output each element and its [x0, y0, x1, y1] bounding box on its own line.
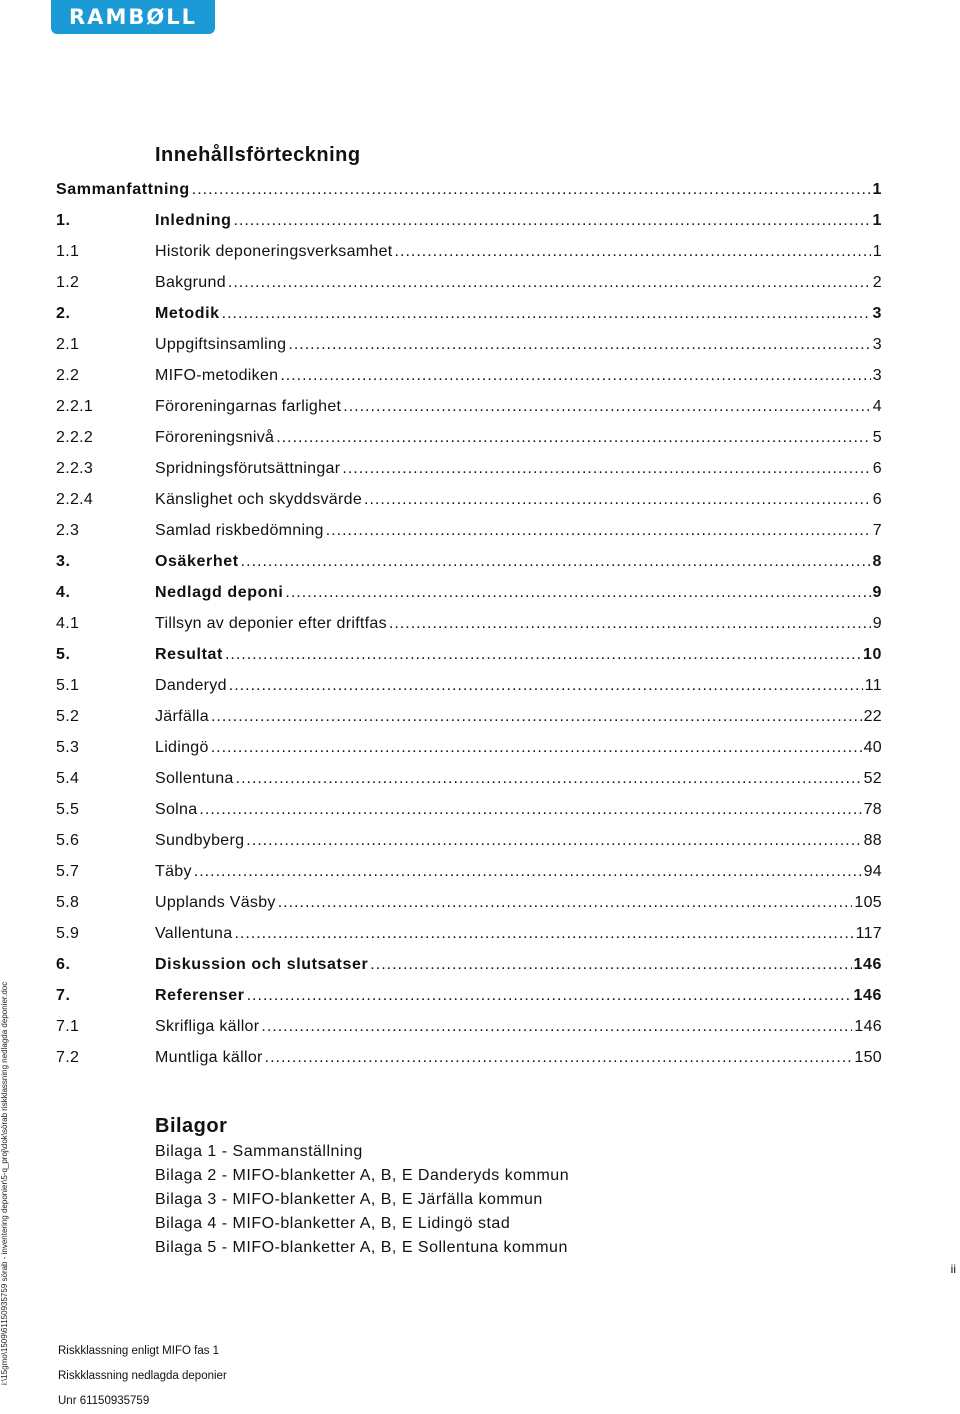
toc-entry-number: 2.1 — [56, 336, 80, 353]
toc-entry-label: Bakgrund — [155, 274, 226, 291]
toc-entry-page: 8 — [872, 553, 882, 570]
toc-entry-label: Känslighet och skyddsvärde — [155, 491, 363, 508]
toc-entry-page: 3 — [872, 305, 882, 322]
toc-entry-number: 5.5 — [56, 801, 80, 818]
footer-line-3: Unr 61150935759 — [58, 1395, 150, 1407]
toc-leader-dots — [247, 980, 852, 1011]
toc-entry-page: 146 — [854, 1018, 882, 1035]
toc-entry[interactable] — [56, 484, 882, 515]
toc-entry-page: 40 — [863, 739, 882, 756]
toc-entry-number: 5.7 — [56, 863, 80, 880]
table-of-contents — [56, 174, 882, 1073]
toc-entry[interactable] — [56, 205, 882, 236]
toc-entry-page: 150 — [854, 1049, 882, 1066]
toc-entry-label: Lidingö — [155, 739, 209, 756]
toc-leader-dots — [225, 639, 861, 670]
toc-leader-dots — [246, 825, 861, 856]
toc-entry[interactable] — [56, 980, 882, 1011]
toc-entry-number: 6. — [56, 956, 71, 973]
toc-leader-dots — [278, 887, 853, 918]
toc-leader-dots — [211, 732, 862, 763]
toc-entry-page: 105 — [854, 894, 882, 911]
toc-entry-number: 4.1 — [56, 615, 80, 632]
toc-entry-page: 3 — [872, 367, 882, 384]
toc-entry-number: 5.4 — [56, 770, 80, 787]
toc-entry-label: Referenser — [155, 987, 245, 1004]
toc-entry-label: Vallentuna — [155, 925, 233, 942]
toc-entry-page: 146 — [853, 956, 882, 973]
toc-entry[interactable] — [56, 298, 882, 329]
bilaga-item: Bilaga 4 - MIFO-blanketter A, B, E Lidingö stad — [155, 1215, 511, 1232]
toc-entry-number: 2.2 — [56, 367, 80, 384]
toc-entry[interactable] — [56, 887, 882, 918]
toc-entry-page: 10 — [863, 646, 882, 663]
toc-entry-number: 5.9 — [56, 925, 80, 942]
toc-entry[interactable] — [56, 949, 882, 980]
toc-entry-page: 94 — [863, 863, 882, 880]
toc-entry[interactable] — [56, 639, 882, 670]
toc-entry[interactable] — [56, 267, 882, 298]
toc-leader-dots — [364, 484, 871, 515]
toc-entry-number: 2.2.4 — [56, 491, 94, 508]
toc-entry-number: 5.2 — [56, 708, 80, 725]
toc-entry-number: 1.2 — [56, 274, 80, 291]
toc-leader-dots — [194, 856, 862, 887]
toc-entry-label: Historik deponeringsverksamhet — [155, 243, 393, 260]
toc-entry[interactable] — [56, 329, 882, 360]
toc-entry-page: 88 — [863, 832, 882, 849]
toc-entry-page: 1 — [872, 243, 882, 260]
toc-entry-page: 78 — [863, 801, 882, 818]
toc-entry-label: Solna — [155, 801, 198, 818]
toc-leader-dots — [192, 174, 871, 205]
toc-entry-label: MIFO-metodiken — [155, 367, 279, 384]
toc-entry-label: Föroreningarnas farlighet — [155, 398, 342, 415]
toc-entry-page: 11 — [864, 677, 882, 694]
toc-entry[interactable] — [56, 763, 882, 794]
toc-leader-dots — [370, 949, 851, 980]
toc-leader-dots — [276, 422, 871, 453]
toc-entry[interactable] — [56, 453, 882, 484]
toc-entry-number: 2.2.3 — [56, 460, 94, 477]
toc-entry-page: 5 — [872, 429, 882, 446]
toc-entry[interactable] — [56, 546, 882, 577]
toc-entry-label: Sollentuna — [155, 770, 234, 787]
toc-entry-label: Järfälla — [155, 708, 209, 725]
toc-leader-dots — [222, 298, 871, 329]
toc-entry-number: 7. — [56, 987, 71, 1004]
toc-entry[interactable] — [56, 794, 882, 825]
footer-line-1: Riskklassning enligt MIFO fas 1 — [58, 1345, 220, 1357]
toc-entry-label: Inledning — [155, 212, 232, 229]
toc-entry-label: Diskussion och slutsatser — [155, 956, 369, 973]
toc-entry[interactable] — [56, 515, 882, 546]
toc-entry-page: 1 — [872, 212, 882, 229]
toc-entry-number: 2.2.2 — [56, 429, 94, 446]
toc-entry-page: 3 — [872, 336, 882, 353]
footer — [58, 1339, 227, 1414]
toc-entry-number: 5.3 — [56, 739, 80, 756]
toc-entry-label: Nedlagd deponi — [155, 584, 284, 601]
toc-entry-label: Metodik — [155, 305, 220, 322]
bilaga-item: Bilaga 3 - MIFO-blanketter A, B, E Järfälla kommun — [155, 1191, 543, 1208]
toc-entry-label: Uppgiftsinsamling — [155, 336, 287, 353]
toc-entry-page: 7 — [872, 522, 882, 539]
toc-entry-number: 1.1 — [56, 243, 80, 260]
toc-entry-page: 6 — [872, 491, 882, 508]
toc-entry[interactable] — [56, 732, 882, 763]
toc-entry[interactable] — [56, 360, 882, 391]
toc-entry-number: 5.6 — [56, 832, 80, 849]
toc-leader-dots — [199, 794, 861, 825]
file-path-text: i:\15gmo\1509\61150935759 sörab - inventering deponier\5-q_proj\dok\sörab riskklassning nedlagda deponier.doc — [0, 981, 9, 1385]
toc-entry-page: 146 — [853, 987, 882, 1004]
toc-entry-label: Täby — [155, 863, 192, 880]
toc-entry-number: 3. — [56, 553, 71, 570]
toc-leader-dots — [228, 267, 871, 298]
toc-leader-dots — [343, 391, 871, 422]
toc-leader-dots — [285, 577, 870, 608]
toc-entry-number: 2. — [56, 305, 71, 322]
toc-entry-number: Sammanfattning — [56, 181, 190, 198]
toc-entry-label: Tillsyn av deponier efter driftfas — [155, 615, 387, 632]
toc-title: Innehållsförteckning — [155, 144, 361, 166]
toc-entry-number: 2.2.1 — [56, 398, 94, 415]
toc-entry[interactable] — [56, 670, 882, 701]
toc-leader-dots — [342, 453, 870, 484]
rambol-logo — [51, 0, 215, 34]
toc-entry-label: Muntliga källor — [155, 1049, 263, 1066]
toc-entry-number: 7.2 — [56, 1049, 80, 1066]
toc-entry[interactable] — [56, 577, 882, 608]
toc-entry-label: Skrifliga källor — [155, 1018, 260, 1035]
toc-leader-dots — [211, 701, 862, 732]
toc-entry-number: 1. — [56, 212, 71, 229]
toc-entry[interactable] — [56, 1042, 882, 1073]
toc-leader-dots — [326, 515, 871, 546]
toc-leader-dots — [280, 360, 870, 391]
bilagor-title: Bilagor — [155, 1115, 228, 1137]
toc-leader-dots — [229, 670, 863, 701]
page-number: ii — [950, 1262, 956, 1276]
toc-entry-page: 52 — [863, 770, 882, 787]
toc-entry-page: 4 — [872, 398, 882, 415]
toc-entry-page: 1 — [872, 181, 882, 198]
toc-entry-label: Osäkerhet — [155, 553, 239, 570]
toc-entry[interactable] — [56, 391, 882, 422]
toc-entry[interactable] — [56, 1011, 882, 1042]
toc-entry-label: Föroreningsnivå — [155, 429, 275, 446]
toc-entry[interactable] — [56, 174, 882, 205]
toc-entry-label: Sundbyberg — [155, 832, 245, 849]
toc-entry-number: 4. — [56, 584, 71, 601]
bilaga-item: Bilaga 2 - MIFO-blanketter A, B, E Danderyds kommun — [155, 1167, 570, 1184]
bilaga-item: Bilaga 1 - Sammanställning — [155, 1143, 363, 1160]
logo-text: RAMBØLL — [69, 5, 197, 29]
toc-entry-number: 5.1 — [56, 677, 80, 694]
toc-leader-dots — [389, 608, 871, 639]
toc-entry-page: 6 — [872, 460, 882, 477]
toc-entry-label: Samlad riskbedömning — [155, 522, 324, 539]
toc-leader-dots — [241, 546, 871, 577]
toc-entry-number: 5. — [56, 646, 71, 663]
toc-entry-label: Danderyd — [155, 677, 227, 694]
toc-entry[interactable] — [56, 236, 882, 267]
toc-entry-page: 2 — [872, 274, 882, 291]
toc-entry-label: Resultat — [155, 646, 223, 663]
footer-line-2: Riskklassning nedlagda deponier — [58, 1370, 227, 1382]
toc-entry-number: 7.1 — [56, 1018, 80, 1035]
toc-entry-page: 9 — [872, 584, 882, 601]
toc-entry-number: 2.3 — [56, 522, 80, 539]
bilagor-list — [155, 1140, 569, 1260]
toc-entry-page: 22 — [863, 708, 882, 725]
toc-entry[interactable] — [56, 608, 882, 639]
toc-entry[interactable] — [56, 856, 882, 887]
toc-entry-number: 5.8 — [56, 894, 80, 911]
toc-leader-dots — [234, 918, 853, 949]
toc-entry-page: 9 — [872, 615, 882, 632]
toc-leader-dots — [395, 236, 871, 267]
toc-leader-dots — [236, 763, 862, 794]
toc-leader-dots — [234, 205, 871, 236]
toc-leader-dots — [288, 329, 870, 360]
toc-entry[interactable] — [56, 701, 882, 732]
toc-entry-label: Upplands Väsby — [155, 894, 276, 911]
bilaga-item: Bilaga 5 - MIFO-blanketter A, B, E Sollentuna kommun — [155, 1239, 568, 1256]
toc-entry-label: Spridningsförutsättningar — [155, 460, 341, 477]
toc-entry[interactable] — [56, 825, 882, 856]
toc-leader-dots — [265, 1042, 853, 1073]
toc-entry[interactable] — [56, 422, 882, 453]
toc-leader-dots — [261, 1011, 852, 1042]
toc-entry[interactable] — [56, 918, 882, 949]
toc-entry-page: 117 — [855, 925, 882, 942]
